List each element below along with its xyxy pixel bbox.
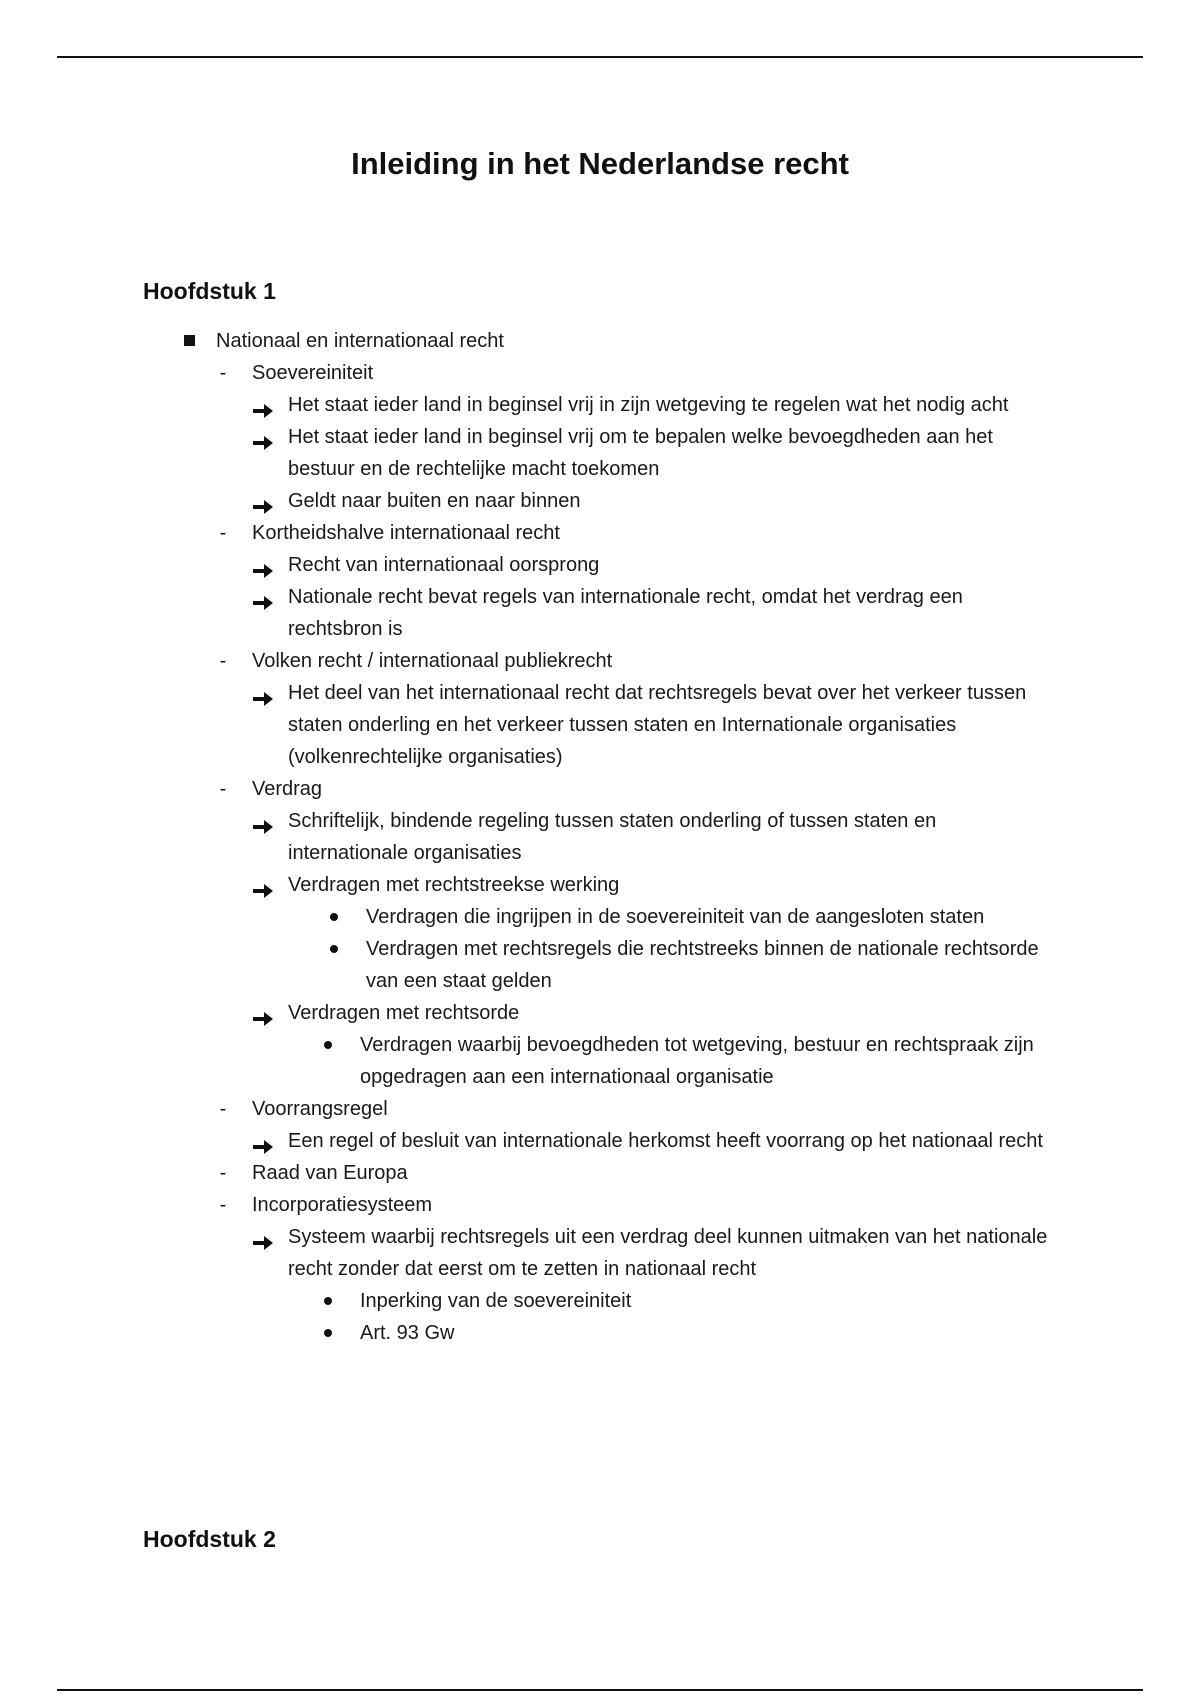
arrow-right-icon (252, 429, 274, 445)
round-bullet-icon (330, 913, 338, 921)
arrow-right-icon (252, 397, 274, 413)
dash-marker: - (219, 1162, 227, 1184)
round-bullet-icon (330, 945, 338, 953)
arrow-right-icon (252, 1005, 274, 1021)
outline-item-level-2: - Incorporatiesysteem (0, 1189, 1200, 1221)
outline-item-level-2: - Volken recht / internationaal publiekrecht (0, 645, 1200, 677)
square-bullet-icon (184, 335, 195, 346)
footer-rule (57, 1689, 1143, 1691)
outline-item-level-3: Het deel van het internationaal recht dat rechtsregels bevat over het verkeer tussen staten onderling en het verkeer tussen staten en Internationale organisaties (volkenrechtelijke organisaties) (0, 677, 1200, 773)
dash-marker: - (219, 650, 227, 672)
outline-item-level-4: Verdragen waarbij bevoegdheden tot wetgeving, bestuur en rechtspraak zijn opgedragen aan een internationaal organisatie (0, 1029, 1200, 1093)
dash-marker: - (219, 362, 227, 384)
dash-marker: - (219, 522, 227, 544)
arrow-right-icon (252, 557, 274, 573)
arrow-right-icon (252, 493, 274, 509)
outline-item-level-2: - Kortheidshalve internationaal recht (0, 517, 1200, 549)
outline-item-level-3: Een regel of besluit van internationale herkomst heeft voorrang op het nationaal recht (0, 1125, 1200, 1157)
outline-item-level-1: Nationaal en internationaal recht (0, 325, 1200, 357)
outline-item-level-4: Art. 93 Gw (0, 1317, 1200, 1349)
outline-item-level-3: Het staat ieder land in beginsel vrij om te bepalen welke bevoegdheden aan het bestuur en de rechtelijke macht toekomen (0, 421, 1200, 485)
dash-marker: - (219, 1194, 227, 1216)
chapter-1-heading: Hoofdstuk 1 (143, 278, 276, 304)
outline-item-level-3: Schriftelijk, bindende regeling tussen staten onderling of tussen staten en internationale organisaties (0, 805, 1200, 869)
round-bullet-icon (324, 1329, 332, 1337)
outline-item-level-2: - Verdrag (0, 773, 1200, 805)
arrow-right-icon (252, 1133, 274, 1149)
outline-item-level-3: Recht van internationaal oorsprong (0, 549, 1200, 581)
round-bullet-icon (324, 1297, 332, 1305)
outline-item-level-4: Inperking van de soevereiniteit (0, 1285, 1200, 1317)
arrow-right-icon (252, 1229, 274, 1245)
arrow-right-icon (252, 685, 274, 701)
document-title: Inleiding in het Nederlandse recht (351, 146, 849, 181)
outline-item-level-3: Systeem waarbij rechtsregels uit een verdrag deel kunnen uitmaken van het nationale recht zonder dat eerst om te zetten in nationaal recht (0, 1221, 1200, 1285)
arrow-right-icon (252, 813, 274, 829)
outline-item-level-3: Het staat ieder land in beginsel vrij in zijn wetgeving te regelen wat het nodig acht (0, 389, 1200, 421)
outline-item-level-4: Verdragen met rechtsregels die rechtstreeks binnen de nationale rechtsorde van een staat gelden (0, 933, 1200, 997)
outline-item-level-2: - Raad van Europa (0, 1157, 1200, 1189)
dash-marker: - (219, 1098, 227, 1120)
outline-item-level-4: Verdragen die ingrijpen in de soevereiniteit van de aangesloten staten (0, 901, 1200, 933)
dash-marker: - (219, 778, 227, 800)
outline-item-level-3: Geldt naar buiten en naar binnen (0, 485, 1200, 517)
outline-item-level-2: - Voorrangsregel (0, 1093, 1200, 1125)
arrow-right-icon (252, 877, 274, 893)
arrow-right-icon (252, 589, 274, 605)
outline-item-level-3: Verdragen met rechtsorde (0, 997, 1200, 1029)
chapter-2-heading: Hoofdstuk 2 (143, 1526, 276, 1552)
header-rule (57, 56, 1143, 58)
outline-item-level-2: - Soevereiniteit (0, 357, 1200, 389)
chapter-1-outline (0, 325, 1200, 1349)
outline-item-level-3: Nationale recht bevat regels van internationale recht, omdat het verdrag een rechtsbron is (0, 581, 1200, 645)
round-bullet-icon (324, 1041, 332, 1049)
outline-item-level-3: Verdragen met rechtstreekse werking (0, 869, 1200, 901)
